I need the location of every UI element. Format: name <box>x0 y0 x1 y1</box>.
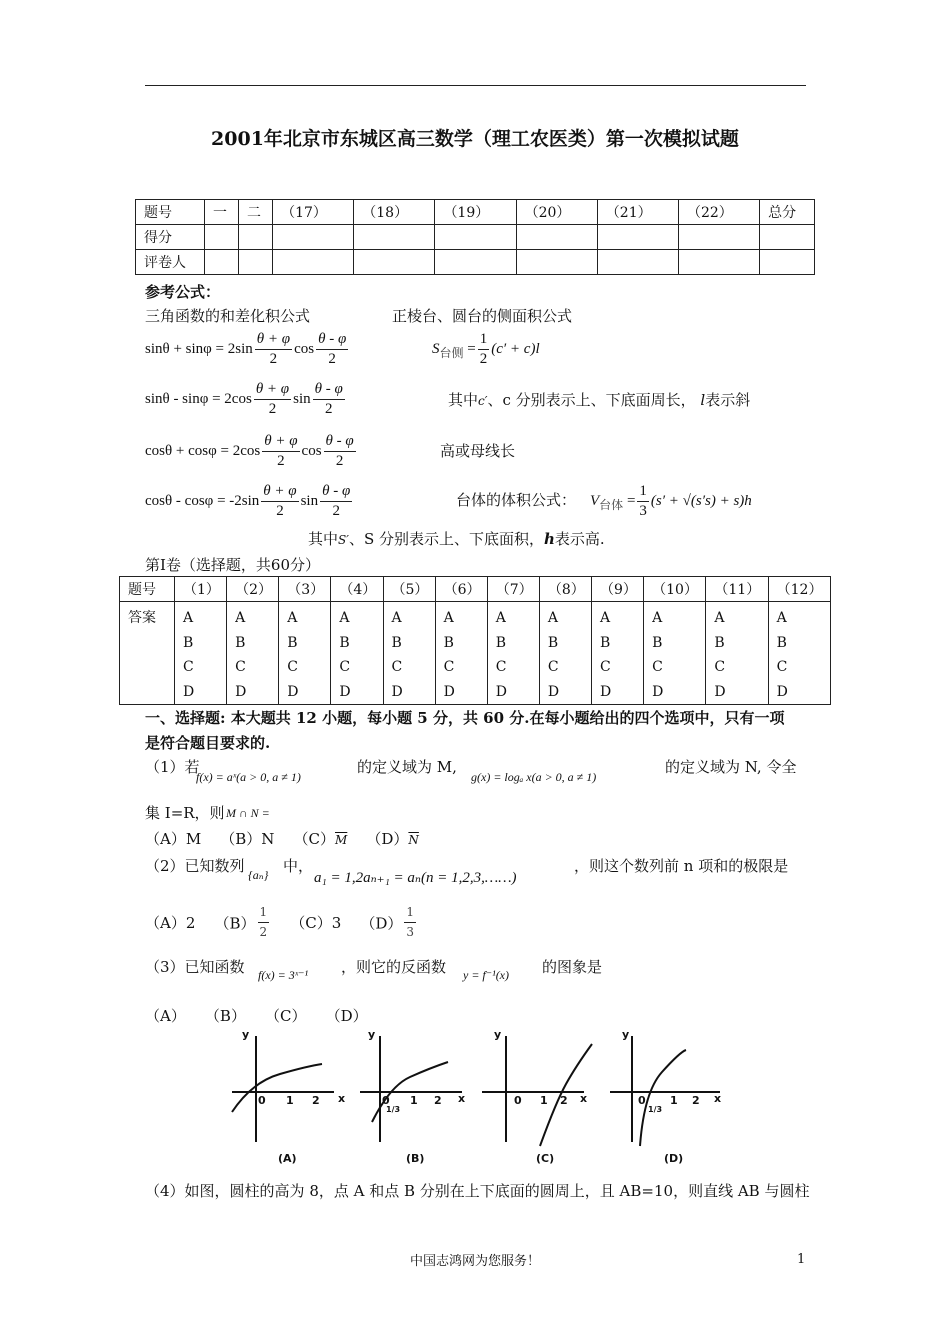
formula-volume-label: 台体的体积公式： <box>456 491 577 509</box>
formula-sum-cos <box>145 432 358 471</box>
page-number: 1 <box>797 1252 806 1267</box>
score-cell <box>205 250 239 275</box>
score-cell <box>678 225 759 250</box>
denominator: 3 <box>406 925 414 939</box>
denominator: 2 <box>328 351 336 367</box>
axis-y-label: y <box>622 1028 630 1041</box>
note-text: 其中 <box>308 530 339 548</box>
score-cell <box>597 225 678 250</box>
answer-row <box>120 602 831 705</box>
answer-choices[interactable]: A B C D <box>539 602 591 705</box>
question-2-part-b: 中， <box>283 857 314 875</box>
note-text: 、c 分别表示上、下底面周长， <box>487 391 696 409</box>
numerator: 1 <box>478 330 490 350</box>
graph-d-label: (D) <box>664 1152 684 1165</box>
question-3-part-c: 的图象是 <box>542 958 603 976</box>
tick-label: 0 <box>514 1094 522 1107</box>
graph-b-label: (B) <box>406 1152 425 1165</box>
option-c-label: （C） <box>293 830 335 848</box>
answer-choices[interactable]: A B C D <box>644 602 706 705</box>
denominator: 2 <box>479 351 488 367</box>
question-2-options <box>145 903 418 942</box>
formula-lhs: sinθ - sinφ = 2cos <box>145 390 252 407</box>
numerator: θ - φ <box>320 482 352 502</box>
formula-rhs: (c′ + c)l <box>491 340 540 357</box>
fraction <box>320 482 352 521</box>
note-text: 表示高. <box>554 530 605 548</box>
question-2-part-c: ，则这个数列前 n 项和的极限是 <box>574 857 789 875</box>
score-header-cell: （19） <box>435 200 516 225</box>
score-header-cell: （17） <box>273 200 354 225</box>
formula-sum-sin <box>145 330 350 369</box>
formula-volume <box>590 482 752 521</box>
denominator: 3 <box>639 503 647 519</box>
formula-mid: sin <box>293 390 311 407</box>
question-2-cond: a₁ = 1,2aₙ₊₁ = aₙ(n = 1,2,3,……) <box>314 870 517 886</box>
score-header-cell: 一 <box>205 200 239 225</box>
formula-diff-cos <box>145 482 354 521</box>
score-header-cell: （21） <box>597 200 678 225</box>
answer-header-cell: 题号 <box>120 577 175 602</box>
question-3-part-a: （3）已知函数 <box>145 958 245 976</box>
answer-choices[interactable]: A B C D <box>592 602 644 705</box>
answer-choices[interactable]: A B C D <box>768 602 830 705</box>
note-text: 其中 <box>448 391 479 409</box>
fraction <box>324 432 356 471</box>
answer-header-cell: （12） <box>768 577 830 602</box>
answer-header-cell: （1） <box>175 577 227 602</box>
tick-label: 0 <box>638 1094 646 1107</box>
question-2-seq: {aₙ} <box>248 868 269 882</box>
graph-d-curve <box>640 1050 686 1146</box>
question-3-part-b: ，则它的反函数 <box>341 958 447 976</box>
answer-header-cell: （8） <box>539 577 591 602</box>
option-d-label: （D） <box>366 830 409 848</box>
numerator: 1 <box>258 903 270 923</box>
note-symbol: S′ <box>338 533 349 547</box>
question-1-part-d: 集 I=R，则 <box>145 804 225 822</box>
formula-lhs: sinθ + sinφ = 2sin <box>145 340 253 357</box>
score-cell <box>516 225 597 250</box>
score-row-label: 得分 <box>136 225 205 250</box>
formula-heading: 参考公式： <box>145 283 221 301</box>
answer-header-cell: （5） <box>383 577 435 602</box>
axis-x-label: x <box>714 1092 722 1105</box>
numerator: 1 <box>404 903 416 923</box>
fraction <box>254 380 291 419</box>
formula-mid: sin <box>300 492 319 509</box>
denominator: 2 <box>268 401 277 417</box>
tick-label: 2 <box>692 1094 700 1107</box>
formula-note-1 <box>448 389 750 410</box>
axis-y-label: y <box>368 1028 376 1041</box>
numerator: θ + φ <box>261 482 298 502</box>
formula-mid: cos <box>301 442 322 459</box>
graph-a-curve <box>232 1064 322 1112</box>
formula-diff-sin <box>145 380 347 419</box>
answer-header-cell: （6） <box>435 577 487 602</box>
denominator: 2 <box>277 453 285 469</box>
top-rule <box>145 85 806 86</box>
tick-label: 1 <box>286 1094 294 1107</box>
footer-text: 中国志鸿网为您服务！ <box>409 1254 540 1269</box>
score-cell <box>435 250 516 275</box>
formula-mid: cos <box>294 340 315 357</box>
option-b[interactable]: （B）N <box>220 830 275 848</box>
score-cell <box>273 225 354 250</box>
answer-choices[interactable]: A B C D <box>227 602 279 705</box>
question-1-g: g(x) = logₐ x(a > 0, a ≠ 1) <box>471 770 597 784</box>
answer-row-label: 答案 <box>120 602 175 705</box>
numerator: θ - φ <box>324 432 356 452</box>
denominator: 2 <box>276 503 284 519</box>
answer-choices[interactable]: A B C D <box>706 602 768 705</box>
section1-label: 第Ⅰ卷（选择题，共60分） <box>145 556 321 574</box>
question-3-inv: y = f⁻¹(x) <box>463 968 510 982</box>
formula-rhs: (s′ + √(s′s) + s)h <box>650 492 752 509</box>
fraction <box>262 432 299 471</box>
grader-row-label: 评卷人 <box>136 250 205 275</box>
formula-left-title: 三角函数的和差化积公式 <box>145 307 311 325</box>
score-header-cell: （22） <box>678 200 759 225</box>
fraction <box>478 330 490 369</box>
score-header-cell: 二 <box>239 200 273 225</box>
formula-symbol: V <box>590 492 600 509</box>
option-b[interactable] <box>214 905 271 939</box>
answer-header-cell: （2） <box>227 577 279 602</box>
score-cell <box>760 225 815 250</box>
option-b[interactable]: （B） <box>204 1007 246 1025</box>
formula-right-title: 正棱台、圆台的侧面积公式 <box>392 307 573 325</box>
formula-lhs: cosθ - cosφ = -2sin <box>145 492 260 509</box>
score-header-cell: 题号 <box>136 200 205 225</box>
formula-note-3 <box>308 528 605 549</box>
score-table-header <box>136 200 815 225</box>
numerator: θ + φ <box>262 432 299 452</box>
formula-frustum-area <box>432 330 540 369</box>
score-row <box>136 225 815 250</box>
question-2-part-a: （2）已知数列 <box>145 857 245 875</box>
tick-label: 0 <box>382 1094 390 1107</box>
score-cell <box>354 250 435 275</box>
equals-sign: = <box>467 340 476 357</box>
option-c[interactable]: （C） <box>265 1007 307 1025</box>
score-cell <box>239 225 273 250</box>
instructions-line-2: 是符合题目要求的. <box>145 734 271 752</box>
tick-label: 1/3 <box>386 1105 401 1114</box>
tick-label: 2 <box>560 1094 568 1107</box>
answer-table <box>119 576 831 705</box>
fraction <box>313 380 345 419</box>
graph-c-label: (C) <box>536 1152 555 1165</box>
fraction <box>316 330 348 369</box>
question-1-f: f(x) = aˣ(a > 0, a ≠ 1) <box>196 770 301 784</box>
formula-subscript: 台体 <box>599 497 624 512</box>
tick-label: 0 <box>258 1094 266 1107</box>
option-d[interactable] <box>366 830 419 848</box>
option-b-label: （B） <box>214 914 256 932</box>
answer-header-cell: （9） <box>592 577 644 602</box>
answer-choices[interactable]: A B C D <box>383 602 435 705</box>
note-symbol: l <box>700 391 706 409</box>
numerator: θ + φ <box>255 330 292 350</box>
option-d-value: $\overline{N}$ <box>408 833 419 847</box>
numerator: θ + φ <box>254 380 291 400</box>
fraction <box>637 482 649 521</box>
tick-label: 2 <box>312 1094 320 1107</box>
graph-a-label: (A) <box>278 1152 297 1165</box>
numerator: 1 <box>637 482 649 502</box>
option-d[interactable]: （D） <box>325 1007 368 1025</box>
answer-header-cell: （4） <box>331 577 383 602</box>
score-header-cell: （20） <box>516 200 597 225</box>
score-cell <box>597 250 678 275</box>
numerator: θ - φ <box>316 330 348 350</box>
axis-x-label: x <box>338 1092 346 1105</box>
option-c[interactable] <box>294 830 348 848</box>
note-text: 表示斜 <box>705 391 751 409</box>
note-symbol: c′ <box>478 394 488 408</box>
option-a[interactable]: （A）2 <box>145 914 196 932</box>
tick-label: 1 <box>410 1094 418 1107</box>
question-1-part-b: 的定义域为 M, <box>357 758 457 776</box>
tick-label: 2 <box>434 1094 442 1107</box>
denominator: 2 <box>324 401 333 417</box>
score-cell <box>239 250 273 275</box>
score-header-cell: （18） <box>354 200 435 225</box>
answer-header-cell: （7） <box>487 577 539 602</box>
axis-y-label: y <box>242 1028 250 1041</box>
question-1-options <box>145 828 419 849</box>
answer-choices[interactable]: A B C D <box>435 602 487 705</box>
score-cell <box>435 225 516 250</box>
grader-row <box>136 250 815 275</box>
answer-choices[interactable]: A B C D <box>279 602 331 705</box>
tick-label: 1/3 <box>648 1105 663 1114</box>
question-4: （4）如图，圆柱的高为 8，点 A 和点 B 分别在上下底面的圆周上，且 AB=10，则直线 AB 与圆柱 <box>145 1182 810 1200</box>
formula-symbol: S <box>432 340 440 357</box>
score-cell <box>760 250 815 275</box>
instructions-line-1: 一、选择题: 本大题共 12 小题，每小题 5 分，共 60 分.在每小题给出的四个选项中，只有一项 <box>145 709 785 727</box>
denominator: 2 <box>269 351 278 367</box>
option-a[interactable]: （A） <box>145 1007 186 1025</box>
note-text: 、S 分别表示上、下底面积， <box>348 530 545 548</box>
score-cell <box>354 225 435 250</box>
fraction <box>404 903 416 942</box>
question-3-graphs <box>222 1022 742 1172</box>
formula-subscript: 台侧 <box>439 345 464 360</box>
score-cell <box>516 250 597 275</box>
option-c-value: $\overline{M}$ <box>335 833 348 847</box>
score-cell <box>678 250 759 275</box>
answer-table-header <box>120 577 831 602</box>
note-symbol: h <box>544 530 555 548</box>
option-d-label: （D） <box>360 914 403 932</box>
answer-choices[interactable]: A B C D <box>175 602 227 705</box>
fraction <box>261 482 298 521</box>
answer-choices[interactable]: A B C D <box>331 602 383 705</box>
option-d[interactable] <box>360 905 418 939</box>
denominator: 2 <box>335 453 344 469</box>
tick-label: 1 <box>670 1094 678 1107</box>
answer-header-cell: （3） <box>279 577 331 602</box>
question-1-part-c: 的定义域为 N, 令全 <box>665 758 797 776</box>
question-1-set: M ∩ N = <box>226 806 270 820</box>
answer-header-cell: （10） <box>644 577 706 602</box>
score-header-cell: 总分 <box>760 200 815 225</box>
score-cell <box>205 225 239 250</box>
fraction <box>255 330 292 369</box>
page-title: 2001年北京市东城区高三数学（理工农医类）第一次模拟试题 <box>211 128 739 150</box>
axis-y-label: y <box>494 1028 502 1041</box>
score-cell <box>273 250 354 275</box>
question-1-part-a: （1）若 <box>145 758 200 776</box>
denominator: 2 <box>259 925 268 939</box>
equals-sign: = <box>626 492 636 509</box>
option-c[interactable]: （C）3 <box>290 914 342 932</box>
tick-label: 1 <box>540 1094 548 1107</box>
answer-header-cell: （11） <box>706 577 768 602</box>
option-a[interactable]: （A）M <box>145 830 202 848</box>
fraction <box>258 903 270 942</box>
answer-choices[interactable]: A B C D <box>487 602 539 705</box>
formula-lhs: cosθ + cosφ = 2cos <box>145 442 261 459</box>
axis-x-label: x <box>458 1092 466 1105</box>
score-table <box>135 199 815 275</box>
question-3-f: f(x) = 3ˣ⁻¹ <box>258 968 309 982</box>
denominator: 2 <box>332 503 340 519</box>
numerator: θ - φ <box>313 380 345 400</box>
axis-x-label: x <box>580 1092 588 1105</box>
formula-note-2: 高或母线长 <box>440 442 516 460</box>
